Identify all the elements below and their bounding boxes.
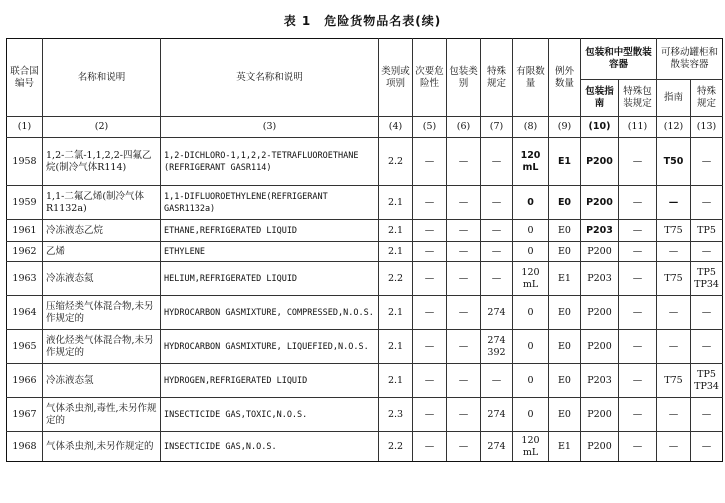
column-number: (8) — [513, 117, 549, 138]
cell-un-no: 1964 — [7, 296, 43, 330]
cell-tank-instr: — — [657, 296, 691, 330]
table-row — [7, 296, 723, 330]
cell-excepted: E0 — [549, 398, 581, 432]
header-un-no: 联合国编号 — [7, 39, 43, 117]
cell-class: 2.2 — [379, 262, 413, 296]
cell-special: — — [481, 262, 513, 296]
cell-name-en: 1,1-DIFLUOROETHYLENE(REFRIGERANT GASR1132a) — [161, 186, 379, 220]
cell-pack-special: — — [619, 220, 657, 242]
cell-un-no: 1968 — [7, 432, 43, 462]
cell-sub-risk: — — [413, 330, 447, 364]
cell-name-zh: 1,1-二氟乙烯(制冷气体R1132a) — [43, 186, 161, 220]
table-title: 表 1 危险货物品名表(续) — [283, 14, 442, 28]
cell-pack-group: — — [447, 262, 481, 296]
cell-excepted: E1 — [549, 138, 581, 186]
column-number: (3) — [161, 117, 379, 138]
cell-special: 274 — [481, 398, 513, 432]
cell-pack-special: — — [619, 138, 657, 186]
cell-pack-special: — — [619, 242, 657, 262]
cell-tank-instr: T75 — [657, 220, 691, 242]
header-tank-special: 特殊规定 — [691, 80, 723, 117]
cell-tank-special: — — [691, 398, 723, 432]
cell-class: 2.2 — [379, 432, 413, 462]
cell-class: 2.1 — [379, 364, 413, 398]
cell-pack-instr: P200 — [581, 242, 619, 262]
cell-pack-group: — — [447, 186, 481, 220]
cell-class: 2.2 — [379, 138, 413, 186]
cell-limited: 120 mL — [513, 138, 549, 186]
cell-pack-special: — — [619, 262, 657, 296]
column-number: (4) — [379, 117, 413, 138]
table-row — [7, 432, 723, 462]
column-number: (7) — [481, 117, 513, 138]
cell-special: — — [481, 138, 513, 186]
cell-limited: 0 — [513, 398, 549, 432]
cell-class: 2.1 — [379, 330, 413, 364]
cell-name-en: 1,2-DICHLORO-1,1,2,2-TETRAFLUOROETHANE (REFRIGERANT GASR114) — [161, 138, 379, 186]
cell-pack-group: — — [447, 364, 481, 398]
cell-pack-group: — — [447, 432, 481, 462]
column-number: (13) — [691, 117, 723, 138]
cell-sub-risk: — — [413, 296, 447, 330]
cell-pack-special: — — [619, 398, 657, 432]
cell-limited: 0 — [513, 242, 549, 262]
cell-name-en: ETHANE,REFRIGERATED LIQUID — [161, 220, 379, 242]
header-sub-risk: 次要危险性 — [413, 39, 447, 117]
cell-class: 2.1 — [379, 242, 413, 262]
cell-excepted: E0 — [549, 364, 581, 398]
column-number: (6) — [447, 117, 481, 138]
table-row — [7, 186, 723, 220]
cell-special: 274 — [481, 432, 513, 462]
cell-pack-group: — — [447, 398, 481, 432]
cell-pack-instr: P203 — [581, 220, 619, 242]
header-limited: 有限数量 — [513, 39, 549, 117]
table-row — [7, 262, 723, 296]
cell-name-en: INSECTICIDE GAS,N.O.S. — [161, 432, 379, 462]
cell-excepted: E1 — [549, 262, 581, 296]
dangerous-goods-table — [6, 38, 723, 462]
cell-un-no: 1967 — [7, 398, 43, 432]
cell-pack-instr: P200 — [581, 432, 619, 462]
column-number: (12) — [657, 117, 691, 138]
table-row — [7, 220, 723, 242]
cell-pack-group: — — [447, 330, 481, 364]
cell-tank-special: TP5 TP34 — [691, 262, 723, 296]
header-name-zh: 名称和说明 — [43, 39, 161, 117]
header-excepted: 例外数量 — [549, 39, 581, 117]
table-row — [7, 398, 723, 432]
cell-sub-risk: — — [413, 186, 447, 220]
cell-class: 2.1 — [379, 220, 413, 242]
column-number: (1) — [7, 117, 43, 138]
cell-tank-special: — — [691, 242, 723, 262]
cell-name-zh: 乙烯 — [43, 242, 161, 262]
cell-un-no: 1961 — [7, 220, 43, 242]
table-row — [7, 330, 723, 364]
cell-name-zh: 压缩烃类气体混合物,未另作规定的 — [43, 296, 161, 330]
cell-limited: 120 mL — [513, 432, 549, 462]
cell-limited: 120 mL — [513, 262, 549, 296]
cell-sub-risk: — — [413, 262, 447, 296]
cell-name-en: HELIUM,REFRIGERATED LIQUID — [161, 262, 379, 296]
table-body — [7, 138, 723, 462]
table-row — [7, 138, 723, 186]
column-number: (11) — [619, 117, 657, 138]
cell-tank-instr: T75 — [657, 262, 691, 296]
cell-tank-instr: T50 — [657, 138, 691, 186]
cell-pack-group: — — [447, 220, 481, 242]
header-pack-special: 特殊包装规定 — [619, 80, 657, 117]
cell-special: — — [481, 242, 513, 262]
cell-name-en: HYDROCARBON GASMIXTURE, LIQUEFIED,N.O.S. — [161, 330, 379, 364]
cell-tank-instr: — — [657, 398, 691, 432]
cell-limited: 0 — [513, 364, 549, 398]
header-tank-group: 可移动罐柜和散装容器 — [657, 39, 723, 80]
cell-special: 274 392 — [481, 330, 513, 364]
cell-name-zh: 冷冻液态氦 — [43, 262, 161, 296]
header-special: 特殊规定 — [481, 39, 513, 117]
cell-limited: 0 — [513, 186, 549, 220]
cell-name-en: HYDROGEN,REFRIGERATED LIQUID — [161, 364, 379, 398]
cell-excepted: E0 — [549, 242, 581, 262]
cell-limited: 0 — [513, 330, 549, 364]
cell-limited: 0 — [513, 220, 549, 242]
cell-name-en: INSECTICIDE GAS,TOXIC,N.O.S. — [161, 398, 379, 432]
cell-un-no: 1962 — [7, 242, 43, 262]
cell-class: 2.1 — [379, 296, 413, 330]
cell-sub-risk: — — [413, 242, 447, 262]
cell-pack-instr: P203 — [581, 364, 619, 398]
cell-excepted: E0 — [549, 330, 581, 364]
cell-un-no: 1966 — [7, 364, 43, 398]
cell-name-zh: 1,2-二氯-1,1,2,2-四氟乙烷(制冷气体R114) — [43, 138, 161, 186]
cell-pack-special: — — [619, 432, 657, 462]
cell-tank-instr: — — [657, 186, 691, 220]
header-class: 类别或项别 — [379, 39, 413, 117]
table-row — [7, 364, 723, 398]
cell-tank-special: TP5 — [691, 220, 723, 242]
header-pack-instr: 包装指南 — [581, 80, 619, 117]
cell-tank-special: — — [691, 330, 723, 364]
cell-pack-special: — — [619, 186, 657, 220]
cell-class: 2.1 — [379, 186, 413, 220]
cell-special: — — [481, 364, 513, 398]
cell-un-no: 1958 — [7, 138, 43, 186]
cell-special: — — [481, 186, 513, 220]
cell-special: 274 — [481, 296, 513, 330]
cell-name-zh: 冷冻液态乙烷 — [43, 220, 161, 242]
cell-pack-instr: P200 — [581, 296, 619, 330]
cell-un-no: 1959 — [7, 186, 43, 220]
cell-class: 2.3 — [379, 398, 413, 432]
column-number-row — [7, 117, 723, 138]
cell-un-no: 1965 — [7, 330, 43, 364]
cell-tank-special: — — [691, 138, 723, 186]
cell-pack-group: — — [447, 242, 481, 262]
cell-sub-risk: — — [413, 398, 447, 432]
cell-pack-instr: P203 — [581, 262, 619, 296]
cell-excepted: E0 — [549, 220, 581, 242]
cell-pack-special: — — [619, 330, 657, 364]
cell-sub-risk: — — [413, 364, 447, 398]
cell-pack-special: — — [619, 296, 657, 330]
cell-tank-special: TP5 TP34 — [691, 364, 723, 398]
cell-pack-instr: P200 — [581, 330, 619, 364]
cell-name-en: HYDROCARBON GASMIXTURE, COMPRESSED,N.O.S. — [161, 296, 379, 330]
column-number: (10) — [581, 117, 619, 138]
cell-un-no: 1963 — [7, 262, 43, 296]
header-tank-instr: 指南 — [657, 80, 691, 117]
header-pack-group: 包装类别 — [447, 39, 481, 117]
cell-excepted: E0 — [549, 186, 581, 220]
column-number: (9) — [549, 117, 581, 138]
cell-name-zh: 气体杀虫剂,毒性,未另作规定的 — [43, 398, 161, 432]
cell-pack-group: — — [447, 296, 481, 330]
cell-sub-risk: — — [413, 220, 447, 242]
cell-excepted: E0 — [549, 296, 581, 330]
table-row — [7, 242, 723, 262]
cell-excepted: E1 — [549, 432, 581, 462]
cell-pack-instr: P200 — [581, 398, 619, 432]
cell-name-en: ETHYLENE — [161, 242, 379, 262]
cell-tank-special: — — [691, 296, 723, 330]
cell-tank-instr: — — [657, 432, 691, 462]
cell-name-zh: 液化烃类气体混合物,未另作规定的 — [43, 330, 161, 364]
cell-tank-instr: — — [657, 242, 691, 262]
cell-name-zh: 气体杀虫剂,未另作规定的 — [43, 432, 161, 462]
cell-tank-special: — — [691, 186, 723, 220]
cell-pack-instr: P200 — [581, 186, 619, 220]
cell-tank-special: — — [691, 432, 723, 462]
cell-limited: 0 — [513, 296, 549, 330]
cell-sub-risk: — — [413, 432, 447, 462]
column-number: (5) — [413, 117, 447, 138]
cell-pack-instr: P200 — [581, 138, 619, 186]
cell-pack-special: — — [619, 364, 657, 398]
column-number: (2) — [43, 117, 161, 138]
cell-pack-group: — — [447, 138, 481, 186]
cell-special: — — [481, 220, 513, 242]
header-name-en: 英文名称和说明 — [161, 39, 379, 117]
header-packaging-group: 包装和中型散装容器 — [581, 39, 657, 80]
cell-sub-risk: — — [413, 138, 447, 186]
cell-name-zh: 冷冻液态氢 — [43, 364, 161, 398]
cell-tank-instr: T75 — [657, 364, 691, 398]
cell-tank-instr: — — [657, 330, 691, 364]
